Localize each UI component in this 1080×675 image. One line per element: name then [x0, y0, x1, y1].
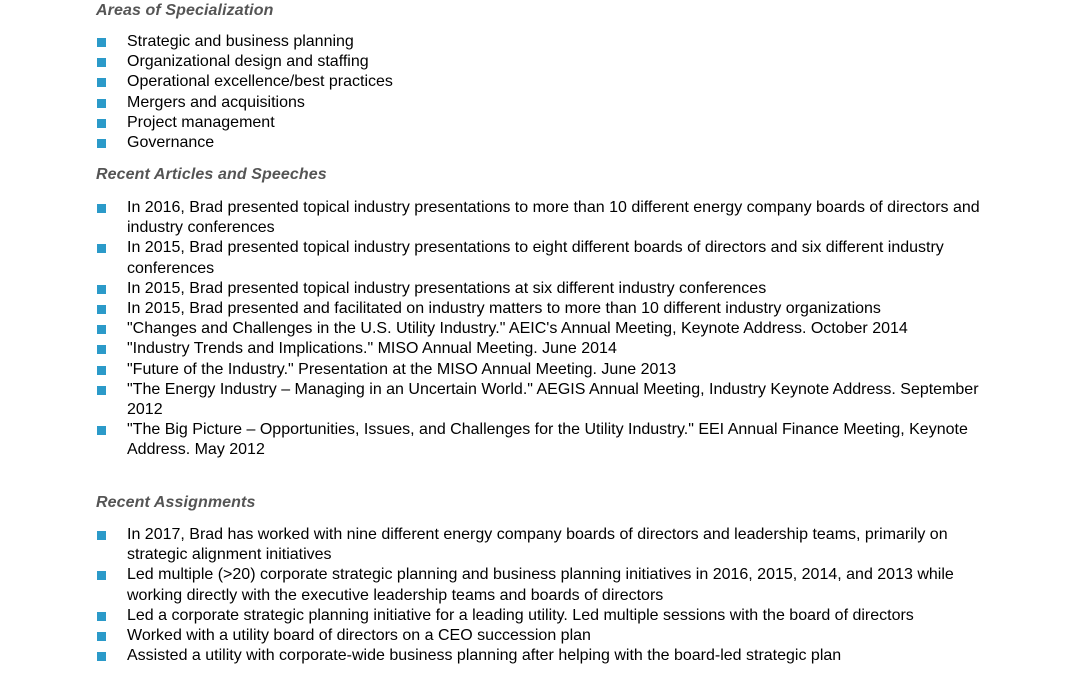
specialization-list: [97, 32, 997, 153]
square-bullet-icon: [97, 531, 106, 540]
list-item: "The Big Picture – Opportunities, Issues, and Challenges for the Utility Industry." EEI Annual Finance Meeting, Keynote Address. May 2012: [97, 420, 997, 460]
list-item: Led multiple (>20) corporate strategic planning and business planning initiatives in 2016, 2015, 2014, and 2013 while working directly with the executive leadership teams and boards of directors: [97, 565, 997, 605]
list-item: "Future of the Industry." Presentation at the MISO Annual Meeting. June 2013: [97, 360, 997, 380]
list-item: Led a corporate strategic planning initiative for a leading utility. Led multiple sessions with the board of directors: [97, 606, 997, 626]
list-item: In 2016, Brad presented topical industry presentations to more than 10 different energy company boards of directors and industry conferences: [97, 198, 997, 238]
square-bullet-icon: [97, 386, 106, 395]
list-item: In 2015, Brad presented topical industry presentations at six different industry conferences: [97, 279, 997, 299]
square-bullet-icon: [97, 244, 106, 253]
square-bullet-icon: [97, 285, 106, 294]
square-bullet-icon: [97, 78, 106, 87]
section-heading-articles: Recent Articles and Speeches: [96, 166, 327, 183]
assignments-list: [97, 525, 997, 666]
section-heading-specialization: Areas of Specialization: [96, 2, 274, 19]
square-bullet-icon: [97, 38, 106, 47]
list-item: Strategic and business planning: [97, 32, 997, 52]
list-item: Organizational design and staffing: [97, 52, 997, 72]
section-heading-assignments: Recent Assignments: [96, 494, 256, 511]
list-item: Operational excellence/best practices: [97, 72, 997, 92]
square-bullet-icon: [97, 426, 106, 435]
square-bullet-icon: [97, 325, 106, 334]
square-bullet-icon: [97, 366, 106, 375]
square-bullet-icon: [97, 612, 106, 621]
list-item: "Industry Trends and Implications." MISO Annual Meeting. June 2014: [97, 339, 997, 359]
square-bullet-icon: [97, 204, 106, 213]
square-bullet-icon: [97, 652, 106, 661]
list-item: "The Energy Industry – Managing in an Uncertain World." AEGIS Annual Meeting, Industry Keynote Address. September 2012: [97, 380, 997, 420]
list-item: In 2015, Brad presented topical industry presentations to eight different boards of directors and six different industry conferences: [97, 238, 997, 278]
list-item: Worked with a utility board of directors on a CEO succession plan: [97, 626, 997, 646]
square-bullet-icon: [97, 571, 106, 580]
square-bullet-icon: [97, 139, 106, 148]
square-bullet-icon: [97, 632, 106, 641]
articles-list: [97, 198, 997, 461]
list-item: In 2017, Brad has worked with nine different energy company boards of directors and leadership teams, primarily on strategic alignment initiatives: [97, 525, 997, 565]
list-item: Governance: [97, 133, 997, 153]
list-item: Project management: [97, 113, 997, 133]
list-item: In 2015, Brad presented and facilitated on industry matters to more than 10 different industry organizations: [97, 299, 997, 319]
list-item: Mergers and acquisitions: [97, 93, 997, 113]
square-bullet-icon: [97, 345, 106, 354]
list-item: Assisted a utility with corporate-wide business planning after helping with the board-led strategic plan: [97, 646, 997, 666]
square-bullet-icon: [97, 58, 106, 67]
square-bullet-icon: [97, 99, 106, 108]
square-bullet-icon: [97, 305, 106, 314]
square-bullet-icon: [97, 119, 106, 128]
list-item: "Changes and Challenges in the U.S. Utility Industry." AEIC's Annual Meeting, Keynote Address. October 2014: [97, 319, 997, 339]
